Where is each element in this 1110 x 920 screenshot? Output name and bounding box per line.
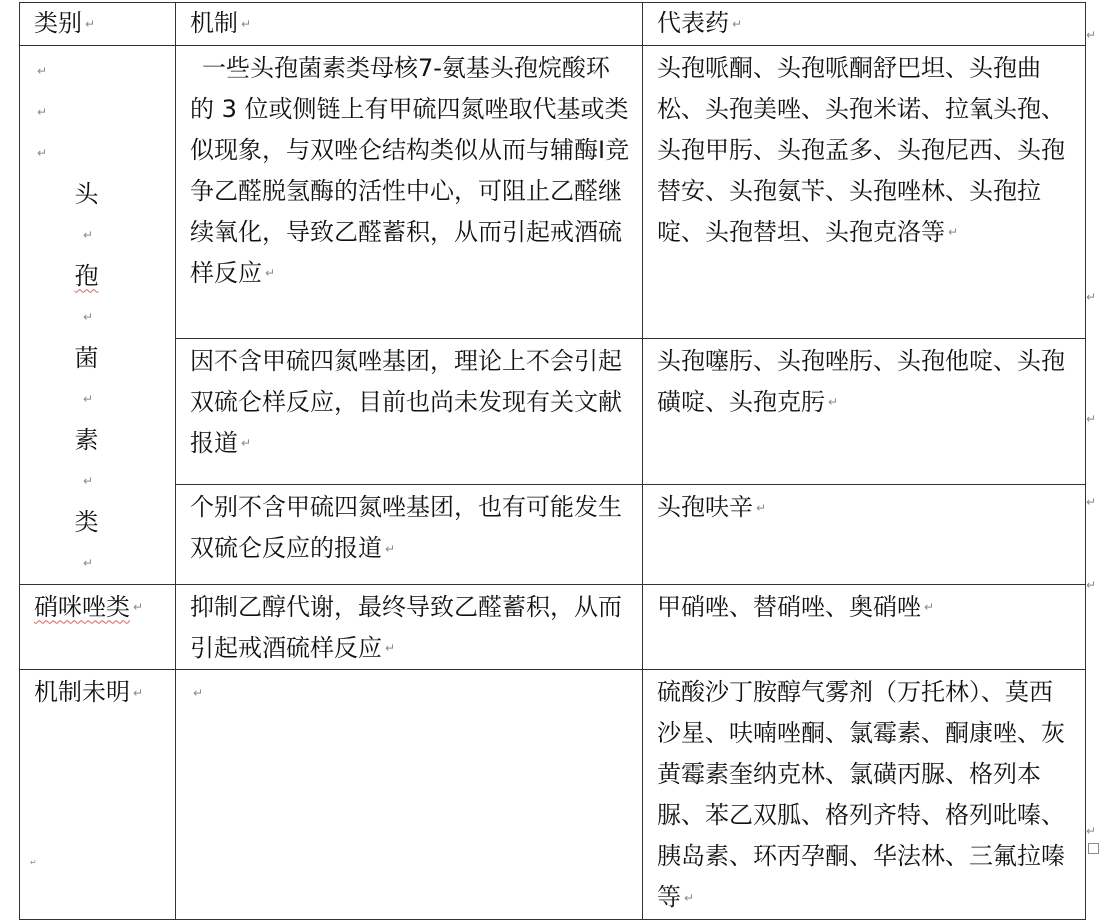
header-mechanism: 机制 ↵ [176,3,643,46]
category-unknown: 机制未明 ↵ [20,670,176,920]
drugs-cell: 硫酸沙丁胺醇气雾剂（万托林）、莫西沙星、呋喃唑酮、氯霉素、酮康唑、灰黄霉素奎纳克林、氯磺丙脲、格列本脲、苯乙双胍、格列齐特、格列吡嗪、胰岛素、环丙孕酮、华法林、三氟拉嗪等 ↵ [643,670,1086,920]
category-nitroimidazole: 硝咪唑类 ↵ [20,584,176,670]
mechanism-cell: ↵ [176,670,643,920]
table-row [20,584,1086,670]
table-end-marker [1088,843,1099,854]
drugs-cell: 头孢呋辛 ↵ [643,485,1086,584]
category-char: 孢 ↵ [74,261,99,324]
mechanism-cell: 抑制乙醇代谢，最终导致乙醛蓄积，从而引起戒酒硫样反应 ↵ [176,584,643,670]
row-end-mark: ↵ [1085,412,1096,426]
table-row [20,45,1086,338]
drugs-cell: 甲硝唑、替硝唑、奥硝唑 ↵ [643,584,1086,670]
category-cephalosporin: ↵ ↵ ↵ 头 ↵ 孢 ↵ 菌 ↵ 素 ↵ 类 ↵ [20,45,176,584]
mechanism-cell: 因不含甲硫四氮唑基团，理论上不会引起双硫仑样反应，目前也尚未发现有关文献报道 ↵ [176,338,643,485]
table-row [20,670,1086,920]
row-end-mark: ↵ [1085,824,1096,838]
table-row [20,338,1086,485]
mechanism-cell: 个别不含甲硫四氮唑基团，也有可能发生双硫仑反应的报道 ↵ [176,485,643,584]
table-header-row [20,3,1086,46]
table-row [20,485,1086,584]
row-end-mark: ↵ [1085,290,1096,304]
drugs-cell: 头孢哌酮、头孢哌酮舒巴坦、头孢曲松、头孢美唑、头孢米诺、拉氧头孢、头孢甲肟、头孢孟多、头孢尼西、头孢替安、头孢氨苄、头孢唑林、头孢拉啶、头孢替坦、头孢克洛等 ↵ [643,45,1086,338]
drugs-cell: 头孢噻肟、头孢唑肟、头孢他啶、头孢磺啶、头孢克肟 ↵ [643,338,1086,485]
row-end-mark: ↵ [1085,495,1096,509]
drug-reaction-table [19,2,1086,920]
category-char: 菌 ↵ [74,343,99,406]
row-end-mark: ↵ [1085,578,1096,592]
header-drugs: 代表药 ↵ [643,3,1086,46]
header-category: 类别 ↵ [20,3,176,46]
category-char: 类 ↵ [74,507,99,570]
mechanism-cell: 一些头孢菌素类母核7-氨基头孢烷酸环的 3 位或侧链上有甲硫四氮唑取代基或类似现象，与双唑仑结构类似从而与辅酶Ⅰ竞争乙醛脱氢酶的活性中心，可阻止乙醛继续氧化，导致乙醛蓄积，从而引起戒酒硫样反应 ↵ [176,45,643,338]
category-char: 头 ↵ [74,179,99,242]
row-end-mark: ↵ [1085,28,1096,42]
stray-paragraph-mark: ↵ [30,858,37,867]
category-char: 素 ↵ [74,425,99,488]
